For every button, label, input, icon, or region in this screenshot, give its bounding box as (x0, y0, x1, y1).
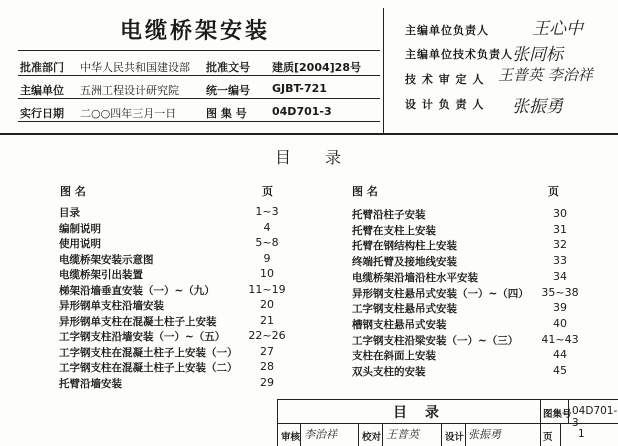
editor-unit-label: 主编单位 (20, 84, 64, 97)
page-number: 1 (578, 428, 585, 440)
contents-item-page: 35~38 (541, 285, 579, 299)
header-rule (18, 121, 380, 122)
check-signature: 王普英 (386, 428, 419, 441)
contents-item-name: 异形钢单支柱沿墙安装 (59, 300, 164, 312)
unified-no-label: 统一编号 (206, 84, 250, 97)
contents-item-name: 槽钢支柱悬吊式安装 (352, 318, 447, 331)
contents-item-name: 电缆桥架沿墙沿柱水平安装 (352, 271, 478, 284)
contents-item-page: 9 (263, 251, 271, 265)
contents-item-name: 托臂沿柱子安装 (352, 209, 426, 221)
contents-item-name: 电缆桥架引出装置 (59, 269, 143, 281)
unified-no-value: GJBT-721 (272, 82, 327, 95)
effective-date-value: 二○○四年三月一日 (80, 107, 177, 120)
contents-item-name: 双头支柱的安装 (352, 366, 426, 378)
contents-item-page: 4 (263, 220, 271, 234)
contents-item-page: 27 (260, 344, 274, 358)
title-block-cell-rule (300, 423, 301, 446)
title-block-cell-rule (465, 423, 466, 446)
page-label: 页 (543, 432, 553, 443)
contents-item-name: 托臂沿墙安装 (59, 377, 122, 390)
signer-label: 设 计 负 责 人 (405, 98, 485, 111)
review-label: 审核 (281, 432, 301, 443)
atlas-no-value: 04D701-3 (272, 105, 332, 118)
contents-item-name: 支柱在斜面上安装 (352, 350, 436, 363)
atlas-no-label: 图 集 号 (206, 107, 247, 120)
contents-item-name: 异形钢单支柱在混凝土柱子上安装 (59, 315, 217, 328)
title-block-cell-rule (560, 423, 561, 446)
contents-item-name: 托臂在支柱上安装 (352, 224, 436, 237)
contents-item-page: 28 (260, 360, 274, 373)
contents-item-name: 工字钢支柱悬吊式安装 (352, 303, 457, 316)
title-block-cell-rule (441, 423, 442, 446)
contents-item-page: 45 (553, 364, 567, 377)
design-signature: 张振勇 (468, 428, 501, 441)
left-column-page-header: 页 (262, 185, 273, 198)
approval-dept-label: 批准部门 (20, 61, 64, 74)
signer-label: 技 术 审 定 人 (405, 73, 485, 86)
header-rule (18, 75, 380, 76)
contents-item-page: 34 (553, 269, 567, 283)
contents-item-name: 目录 (59, 207, 80, 219)
contents-item-name: 工字钢支柱在混凝土柱子上安装（一） (59, 346, 238, 359)
atlas-no-value: 04D701-3 (572, 405, 618, 429)
approval-dept-value: 中华人民共和国建设部 (80, 61, 190, 74)
contents-item-name: 异形钢支柱悬吊式安装（一）~（四） (352, 287, 529, 300)
contents-item-page: 21 (260, 313, 274, 327)
contents-item-page: 39 (553, 301, 567, 315)
contents-item-name: 电缆桥架安装示意图 (59, 253, 154, 266)
design-label: 设计 (445, 432, 465, 443)
contents-item-page: 22~26 (248, 329, 286, 342)
contents-item-page: 10 (260, 267, 274, 280)
contents-item-page: 11~19 (248, 282, 286, 296)
title-block-cell-rule (382, 423, 383, 446)
title-block-cell-rule (358, 423, 359, 446)
contents-item-name: 使用说明 (59, 238, 101, 250)
contents-item-page: 33 (553, 254, 567, 268)
contents-item-page: 5~8 (255, 236, 279, 249)
contents-item-name: 工字钢支柱在混凝土柱子上安装（二） (59, 362, 238, 374)
header-rule (18, 98, 380, 99)
contents-item-page: 20 (260, 298, 274, 311)
effective-date-label: 实行日期 (20, 107, 64, 120)
contents-item-page: 31 (553, 222, 567, 236)
right-column-name-header: 图 名 (352, 185, 378, 198)
title-block-title: 目录 (393, 405, 457, 421)
title-block-top-rule (277, 399, 618, 400)
contents-item-name: 托臂在钢结构柱上安装 (352, 240, 457, 253)
contents-heading: 目录 (275, 148, 376, 167)
approval-no-value: 建质[2004]28号 (272, 61, 361, 74)
section-rule (0, 133, 618, 135)
contents-item-page: 29 (260, 375, 274, 389)
contents-item-name: 终端托臂及接地线安装 (352, 256, 457, 269)
contents-item-page: 44 (553, 348, 567, 362)
signature-image: 张同标 (512, 45, 563, 65)
signature-image: 王普英 李治祥 (498, 66, 593, 84)
header-rule (18, 50, 380, 51)
contents-item-page: 1~3 (255, 205, 279, 218)
left-column-name-header: 图 名 (60, 185, 86, 198)
contents-item-page: 40 (553, 316, 567, 330)
atlas-no-label: 图集号 (543, 409, 572, 420)
contents-item-page: 30 (553, 207, 567, 220)
approval-no-label: 批准文号 (206, 61, 250, 74)
editor-unit-value: 五洲工程设计研究院 (80, 84, 179, 97)
contents-item-name: 工字钢支柱沿墙安装（一）~（五） (59, 331, 226, 343)
signature-image: 张振勇 (512, 97, 563, 117)
signer-label: 主编单位负责人 (405, 24, 489, 37)
signer-label: 主编单位技术负责人 (405, 48, 513, 61)
contents-item-name: 工字钢支柱沿梁安装（一）~（三） (352, 334, 519, 347)
review-signature: 李治祥 (304, 428, 337, 441)
atlas-title: 电缆桥架安装 (120, 19, 271, 44)
contents-item-name: 梯架沿墙垂直安装（一）~（九） (59, 284, 215, 297)
right-column-page-header: 页 (548, 185, 559, 198)
header-divider (383, 8, 384, 133)
title-block-mid-rule (277, 423, 618, 424)
contents-item-page: 32 (553, 238, 567, 252)
check-label: 校对 (362, 432, 382, 443)
signature-image: 王心中 (532, 19, 583, 39)
contents-item-page: 41~43 (541, 332, 579, 346)
contents-item-name: 编制说明 (59, 222, 101, 235)
